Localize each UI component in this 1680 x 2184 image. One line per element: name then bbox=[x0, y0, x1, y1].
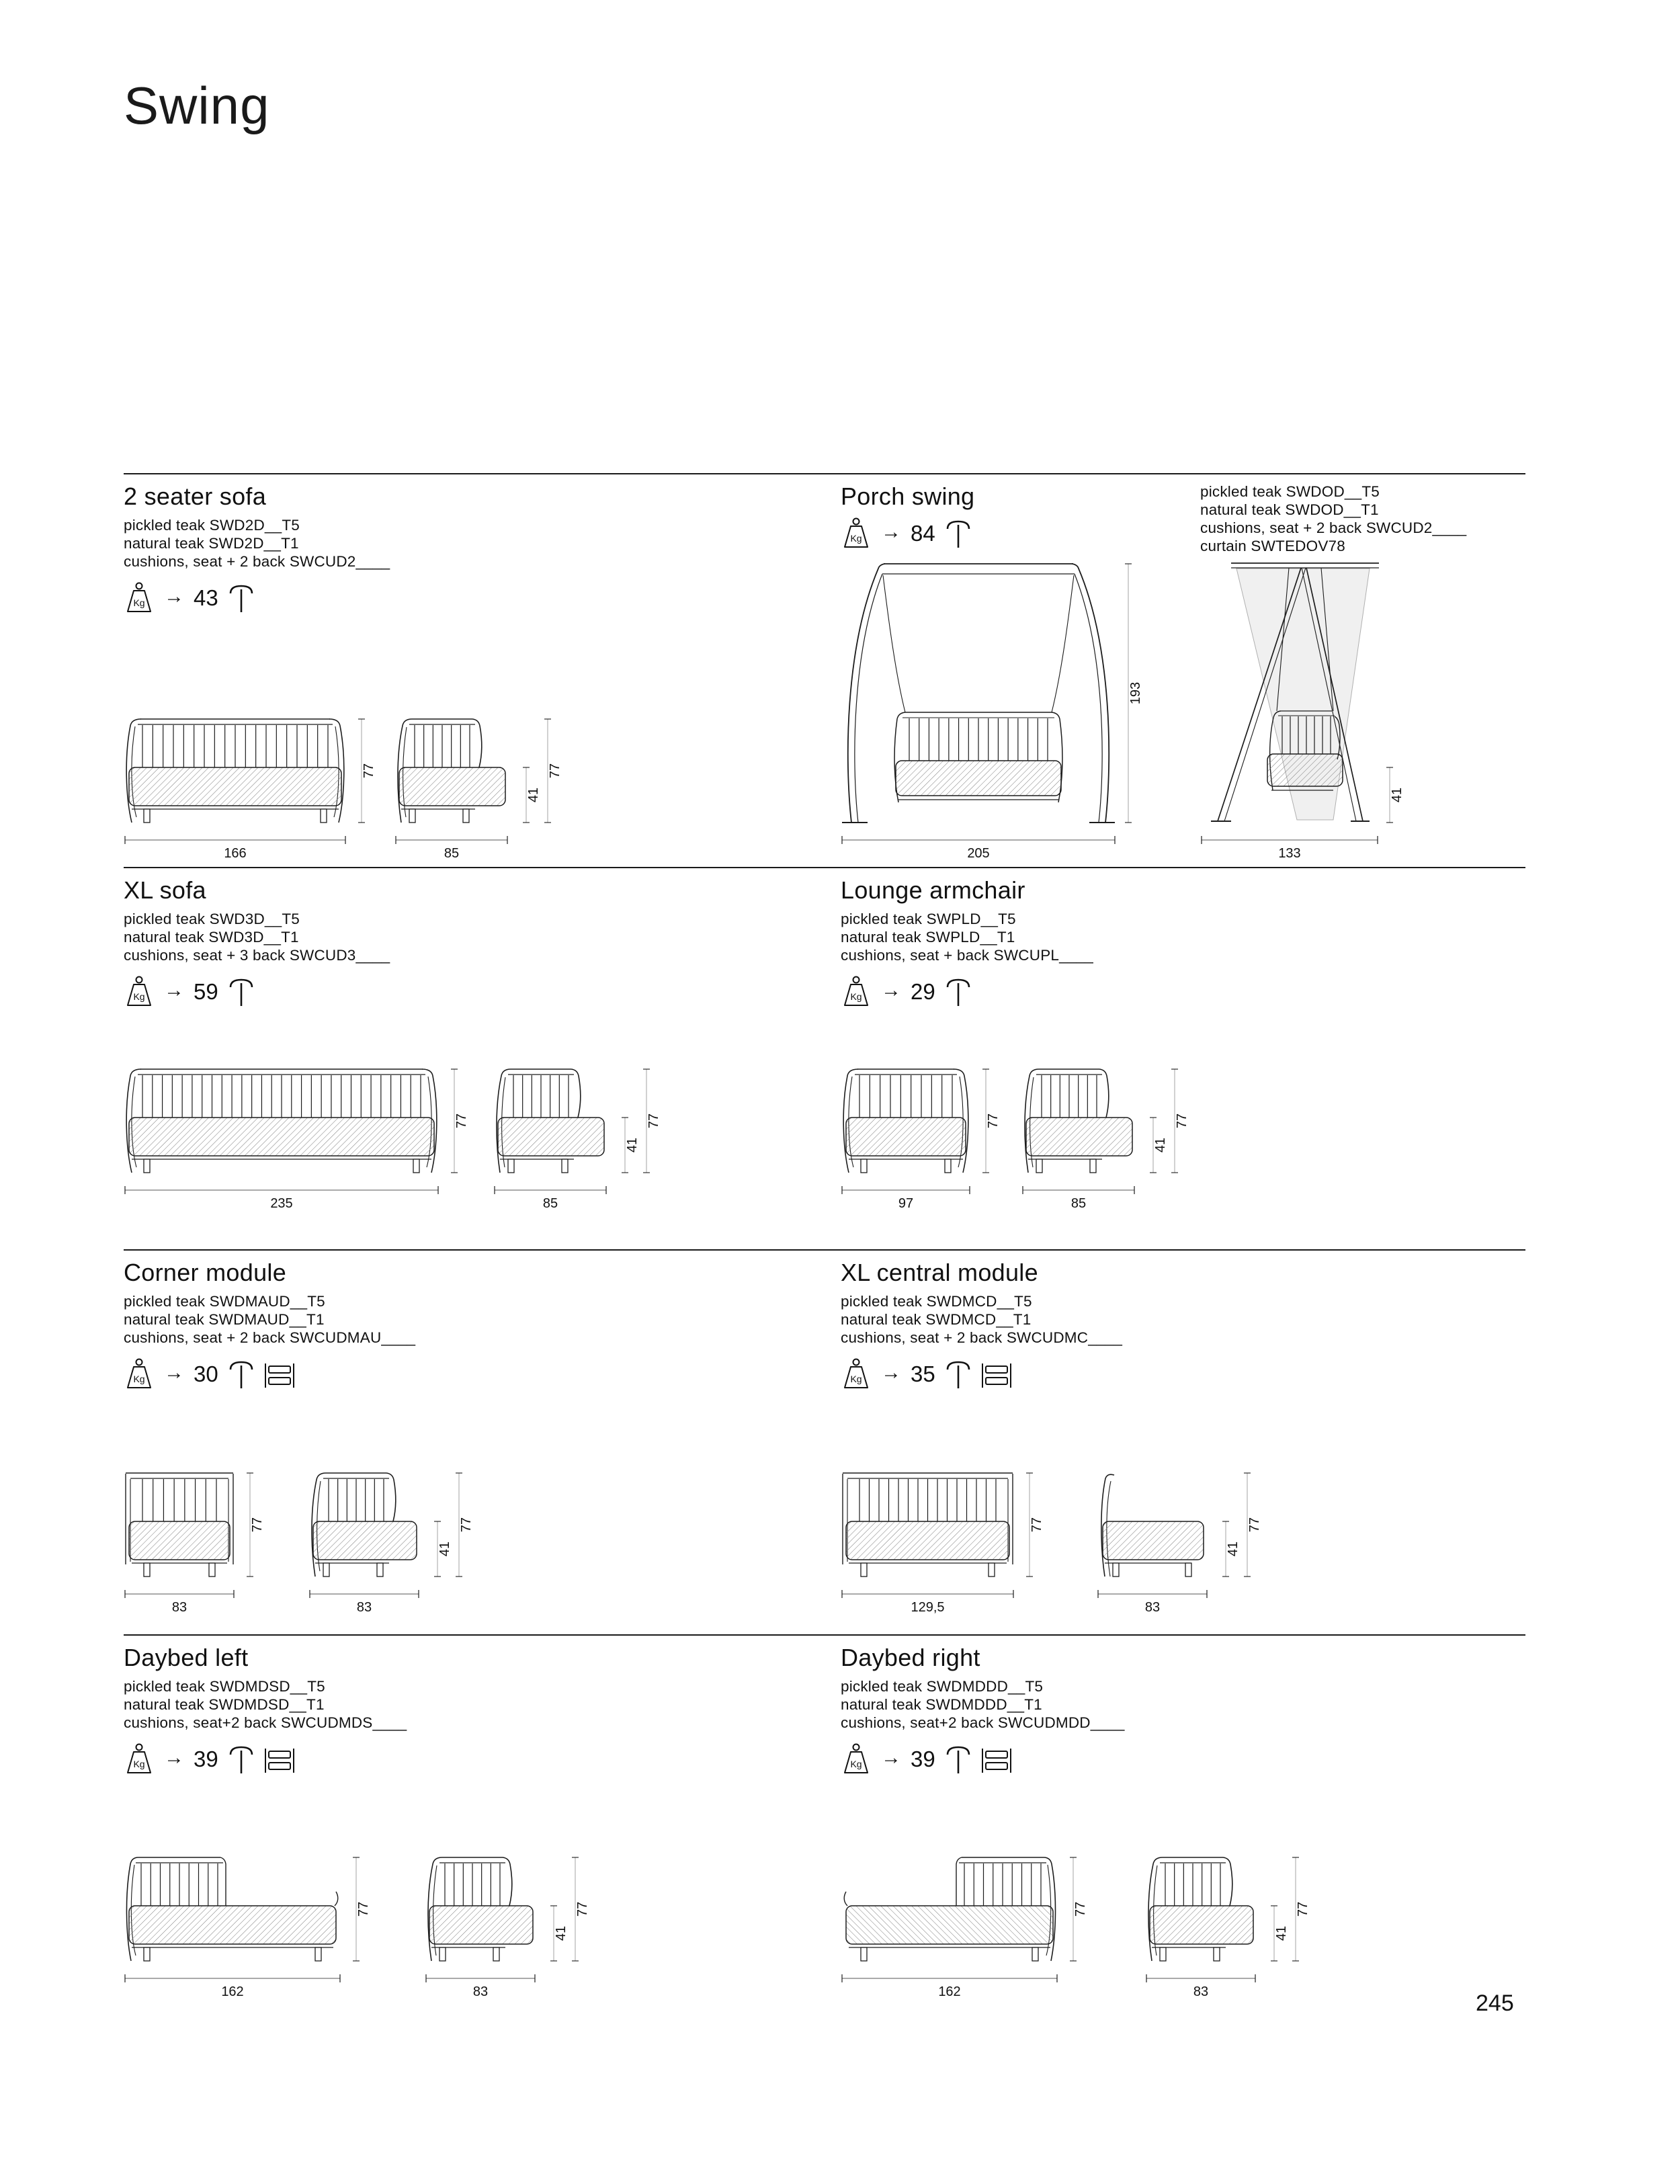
arrow-glyph: → bbox=[881, 1361, 901, 1384]
section-divider bbox=[124, 1634, 1525, 1636]
spec-line: cushions, seat + 2 back SWCUD2____ bbox=[1200, 519, 1467, 536]
weight-value: 59 bbox=[194, 979, 218, 1004]
dimension-height-label: 41 bbox=[1226, 1541, 1241, 1557]
dimension-height-label: 77 bbox=[575, 1901, 590, 1917]
drawing-corner-module-module-front bbox=[124, 1470, 276, 1614]
weight-row-2-seater-sofa bbox=[124, 581, 255, 616]
dimension-height-label: 77 bbox=[454, 1113, 469, 1129]
product-specs-2-seater-sofa bbox=[124, 516, 390, 571]
dimension-height-label: 41 bbox=[437, 1541, 452, 1557]
drawing-daybed-right-daybed-front-right bbox=[841, 1855, 1099, 1999]
spec-line: natural teak SWDMAUD__T1 bbox=[124, 1311, 325, 1328]
weight-value: 43 bbox=[194, 585, 218, 610]
dimension-height-label: 77 bbox=[986, 1113, 1001, 1129]
spec-line: pickled teak SWDMCD__T5 bbox=[841, 1293, 1032, 1310]
drawing-xl-central-module-low-side bbox=[1097, 1470, 1271, 1614]
spec-line: cushions, seat + 2 back SWCUDMAU____ bbox=[124, 1329, 416, 1346]
kg-label: Kg bbox=[133, 597, 145, 608]
section-divider bbox=[124, 867, 1525, 868]
modular-combination-icon bbox=[264, 1357, 295, 1391]
arrow-glyph: → bbox=[164, 585, 184, 607]
spec-line: pickled teak SWPLD__T5 bbox=[841, 911, 1016, 927]
weight-value: 84 bbox=[911, 521, 935, 546]
product-specs-xl-central-module bbox=[841, 1292, 1122, 1347]
dimension-width-label: 83 bbox=[1193, 1984, 1209, 1999]
product-specs-xl-sofa bbox=[124, 910, 390, 964]
assembly-tool-icon bbox=[945, 975, 972, 1009]
spec-line: pickled teak SWDMDSD__T5 bbox=[124, 1678, 325, 1695]
dimension-height-label: 77 bbox=[362, 763, 376, 779]
dimension-width-label: 85 bbox=[444, 846, 460, 860]
dimension-height-label: 77 bbox=[548, 763, 562, 779]
drawing-corner-module-sofa-side bbox=[308, 1470, 483, 1614]
dimension-width-label: 129,5 bbox=[911, 1600, 945, 1614]
product-name-porch-swing: Porch swing bbox=[841, 482, 975, 510]
dimension-width-label: 162 bbox=[938, 1984, 961, 1999]
weight-kg-icon bbox=[124, 975, 155, 1009]
dimension-height-label: 41 bbox=[1274, 1925, 1289, 1941]
dimension-width-label: 235 bbox=[270, 1196, 293, 1210]
spec-line: pickled teak SWD2D__T5 bbox=[124, 517, 300, 534]
drawing-xl-central-module-module-front bbox=[841, 1470, 1055, 1614]
dimension-height-label: 193 bbox=[1128, 681, 1143, 705]
product-specs-corner-module bbox=[124, 1292, 415, 1347]
dimension-height-label: 41 bbox=[1153, 1137, 1168, 1153]
dimension-width-label: 83 bbox=[356, 1600, 372, 1614]
weight-row-porch-swing bbox=[841, 516, 972, 551]
weight-kg-icon bbox=[124, 581, 155, 615]
product-name-xl-central-module: XL central module bbox=[841, 1259, 1038, 1286]
drawing-daybed-right-sofa-side bbox=[1145, 1855, 1320, 1999]
drawing-porch-swing-porch-front bbox=[841, 560, 1154, 860]
product-name-2-seater-sofa: 2 seater sofa bbox=[124, 482, 267, 510]
spec-line: cushions, seat + 2 back SWCUD2____ bbox=[124, 553, 390, 570]
dimension-width-label: 162 bbox=[221, 1984, 244, 1999]
dimension-height-label: 77 bbox=[1030, 1517, 1044, 1533]
kg-label: Kg bbox=[133, 1759, 145, 1769]
dimension-height-label: 41 bbox=[625, 1137, 640, 1153]
spec-line: cushions, seat+2 back SWCUDMDD____ bbox=[841, 1714, 1125, 1731]
collection-title: Swing bbox=[124, 76, 270, 135]
product-specs-lounge-armchair bbox=[841, 910, 1093, 964]
spec-line: pickled teak SWD3D__T5 bbox=[124, 911, 300, 927]
drawing-2-seater-sofa-sofa-side bbox=[394, 716, 572, 860]
arrow-glyph: → bbox=[881, 1747, 901, 1769]
arrow-glyph: → bbox=[164, 1747, 184, 1769]
assembly-tool-icon bbox=[228, 1357, 255, 1391]
weight-value: 30 bbox=[194, 1361, 218, 1386]
kg-label: Kg bbox=[133, 1374, 145, 1384]
dimension-width-label: 133 bbox=[1278, 846, 1301, 860]
spec-line: natural teak SWDOD__T1 bbox=[1200, 501, 1379, 518]
dimension-height-label: 41 bbox=[554, 1925, 569, 1941]
weight-value: 29 bbox=[911, 979, 935, 1004]
kg-label: Kg bbox=[850, 991, 862, 1002]
kg-label: Kg bbox=[850, 1759, 862, 1769]
assembly-tool-icon bbox=[945, 517, 972, 550]
spec-line: cushions, seat + 3 back SWCUD3____ bbox=[124, 947, 390, 964]
weight-row-daybed-right bbox=[841, 1742, 1012, 1777]
page-number: 245 bbox=[1476, 1990, 1514, 2016]
modular-combination-icon bbox=[981, 1357, 1012, 1391]
assembly-tool-icon bbox=[945, 1357, 972, 1391]
spec-line: natural teak SWD3D__T1 bbox=[124, 929, 299, 946]
weight-row-xl-central-module bbox=[841, 1357, 1012, 1392]
product-name-corner-module: Corner module bbox=[124, 1259, 287, 1286]
dimension-height-label: 77 bbox=[356, 1901, 371, 1917]
dimension-height-label: 77 bbox=[250, 1517, 265, 1533]
dimension-width-label: 97 bbox=[898, 1196, 914, 1210]
weight-row-daybed-left bbox=[124, 1742, 295, 1777]
weight-value: 35 bbox=[911, 1361, 935, 1386]
spec-line: pickled teak SWDMAUD__T5 bbox=[124, 1293, 325, 1310]
drawing-lounge-armchair-sofa-front bbox=[841, 1066, 1011, 1210]
dimension-width-label: 85 bbox=[1070, 1196, 1087, 1210]
dimension-height-label: 77 bbox=[646, 1113, 661, 1129]
weight-kg-icon bbox=[841, 517, 872, 550]
section-divider bbox=[124, 473, 1525, 474]
product-name-daybed-left: Daybed left bbox=[124, 1644, 249, 1671]
modular-combination-icon bbox=[981, 1742, 1012, 1776]
weight-value: 39 bbox=[194, 1747, 218, 1771]
drawing-xl-sofa-sofa-front bbox=[124, 1066, 480, 1210]
kg-label: Kg bbox=[850, 533, 862, 544]
spec-line: natural teak SWDMDSD__T1 bbox=[124, 1696, 325, 1713]
weight-kg-icon bbox=[841, 1357, 872, 1391]
spec-line: pickled teak SWDMDDD__T5 bbox=[841, 1678, 1044, 1695]
dimension-width-label: 83 bbox=[1144, 1600, 1161, 1614]
spec-line: natural teak SWDMCD__T1 bbox=[841, 1311, 1032, 1328]
drawing-porch-swing-porch-side bbox=[1200, 560, 1413, 860]
dimension-width-label: 166 bbox=[224, 846, 247, 860]
drawing-daybed-left-daybed-front-left bbox=[124, 1855, 382, 1999]
weight-kg-icon bbox=[124, 1742, 155, 1776]
dimension-width-label: 205 bbox=[967, 846, 990, 860]
spec-line: natural teak SWDMDDD__T1 bbox=[841, 1696, 1042, 1713]
dimension-width-label: 85 bbox=[542, 1196, 558, 1210]
spec-line: cushions, seat+2 back SWCUDMDS____ bbox=[124, 1714, 407, 1731]
drawing-2-seater-sofa-sofa-front bbox=[124, 716, 387, 860]
dimension-height-label: 77 bbox=[1296, 1901, 1310, 1917]
dimension-width-label: 83 bbox=[472, 1984, 489, 1999]
arrow-glyph: → bbox=[881, 521, 901, 543]
spec-line: pickled teak SWDOD__T5 bbox=[1200, 483, 1380, 500]
drawing-lounge-armchair-sofa-side bbox=[1021, 1066, 1199, 1210]
product-specs-daybed-left bbox=[124, 1677, 407, 1732]
spec-line: natural teak SWPLD__T1 bbox=[841, 929, 1015, 946]
product-specs-porch-swing bbox=[1200, 482, 1466, 555]
kg-label: Kg bbox=[133, 991, 145, 1002]
drawing-xl-sofa-sofa-side bbox=[493, 1066, 671, 1210]
product-specs-daybed-right bbox=[841, 1677, 1125, 1732]
weight-row-corner-module bbox=[124, 1357, 295, 1392]
weight-row-lounge-armchair bbox=[841, 974, 972, 1009]
product-name-daybed-right: Daybed right bbox=[841, 1644, 980, 1671]
weight-kg-icon bbox=[841, 975, 872, 1009]
spec-line: natural teak SWD2D__T1 bbox=[124, 535, 299, 552]
dimension-width-label: 83 bbox=[171, 1600, 187, 1614]
dimension-height-label: 77 bbox=[1175, 1113, 1189, 1129]
section-divider bbox=[124, 1249, 1525, 1251]
arrow-glyph: → bbox=[164, 979, 184, 1001]
dimension-height-label: 41 bbox=[1390, 787, 1404, 803]
product-name-xl-sofa: XL sofa bbox=[124, 876, 206, 904]
drawing-daybed-left-sofa-side bbox=[425, 1855, 599, 1999]
dimension-height-label: 77 bbox=[1247, 1517, 1262, 1533]
assembly-tool-icon bbox=[945, 1742, 972, 1776]
assembly-tool-icon bbox=[228, 581, 255, 615]
weight-value: 39 bbox=[911, 1747, 935, 1771]
arrow-glyph: → bbox=[164, 1361, 184, 1384]
kg-label: Kg bbox=[850, 1374, 862, 1384]
arrow-glyph: → bbox=[881, 979, 901, 1001]
dimension-height-label: 41 bbox=[526, 787, 541, 803]
modular-combination-icon bbox=[264, 1742, 295, 1776]
spec-line: cushions, seat + 2 back SWCUDMC____ bbox=[841, 1329, 1123, 1346]
weight-kg-icon bbox=[124, 1357, 155, 1391]
weight-kg-icon bbox=[841, 1742, 872, 1776]
assembly-tool-icon bbox=[228, 1742, 255, 1776]
spec-line: curtain SWTEDOV78 bbox=[1200, 538, 1345, 554]
assembly-tool-icon bbox=[228, 975, 255, 1009]
weight-row-xl-sofa bbox=[124, 974, 255, 1009]
dimension-height-label: 77 bbox=[1073, 1901, 1088, 1917]
product-name-lounge-armchair: Lounge armchair bbox=[841, 876, 1025, 904]
spec-line: cushions, seat + back SWCUPL____ bbox=[841, 947, 1093, 964]
dimension-height-label: 77 bbox=[459, 1517, 474, 1533]
